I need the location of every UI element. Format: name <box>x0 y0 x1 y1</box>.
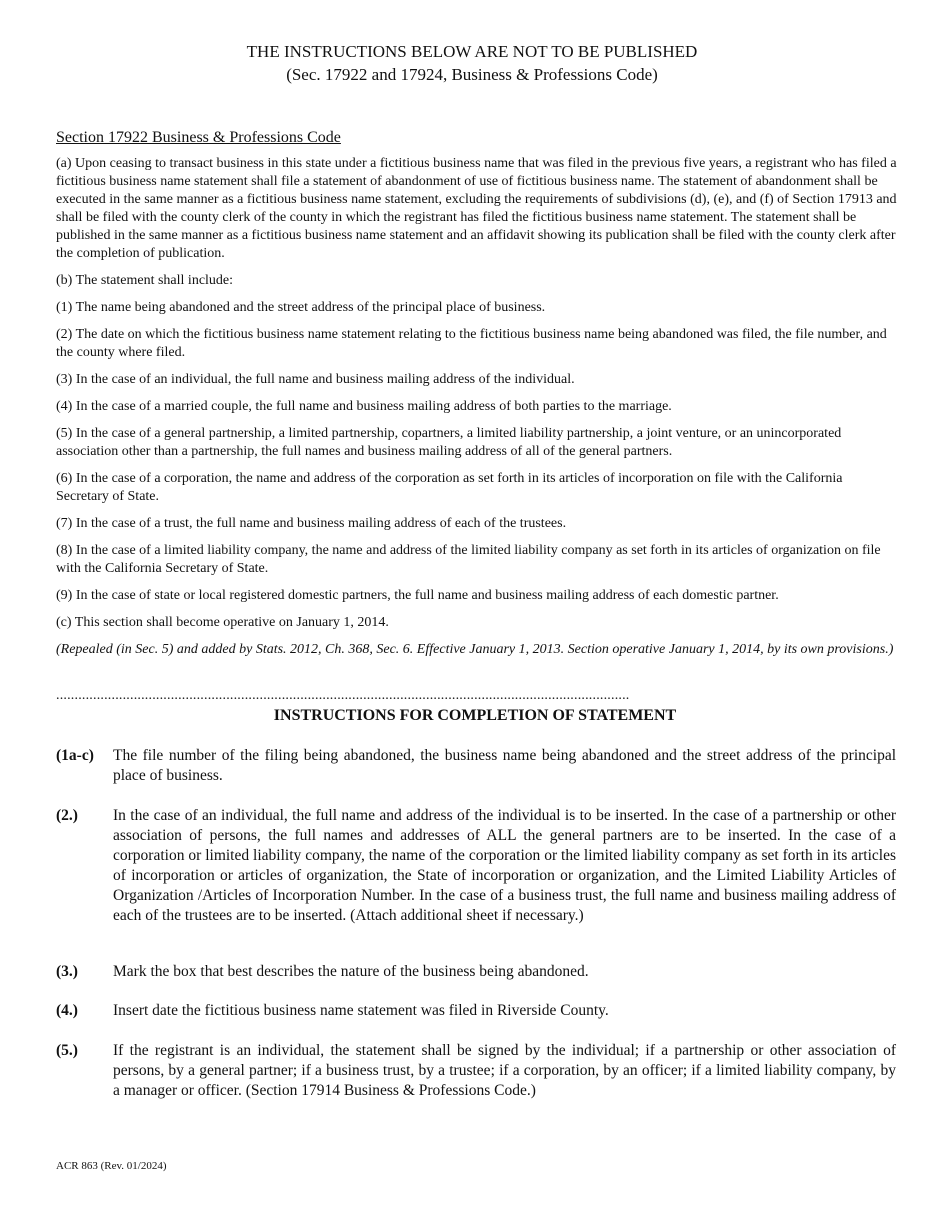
statute-paragraph-4: (4) In the case of a married couple, the full name and business mailing address of both parties to the marriage. <box>56 399 672 414</box>
dotted-divider: ........................................................................................................................................................... <box>56 688 630 703</box>
instruction-text: Insert date the fictitious business name statement was filed in Riverside County. <box>113 1002 609 1019</box>
statute-paragraph-5: (5) In the case of a general partnership, a limited partnership, copartners, a limited liability partnership, a joint venture, or an unincorporated association other than a partnership, the full names and business mailing address of all of the general partners. <box>56 426 842 459</box>
statute-paragraph-3: (3) In the case of an individual, the full name and business mailing address of the individual. <box>56 372 575 387</box>
instruction-item-1a-c <box>56 746 896 786</box>
statute-paragraph-1: (1) The name being abandoned and the street address of the principal place of business. <box>56 300 546 315</box>
instruction-item-2 <box>56 806 896 926</box>
page-header <box>0 40 944 86</box>
instruction-item-3 <box>56 962 896 982</box>
statute-paragraph-c: (c) This section shall become operative on January 1, 2014. <box>56 615 389 630</box>
statute-paragraph-6: (6) In the case of a corporation, the name and address of the corporation as set forth in its articles of incorporation on file with the California Secretary of State. <box>56 471 843 504</box>
form-revision-footer: ACR 863 (Rev. 01/2024) <box>56 1160 167 1172</box>
instruction-text: The file number of the filing being abandoned, the business name being abandoned and the street address of the principal place of business. <box>113 747 896 784</box>
instruction-number: (2.) <box>56 807 78 824</box>
instruction-number: (5.) <box>56 1042 78 1059</box>
instruction-item-5 <box>56 1041 896 1101</box>
instructions-title: INSTRUCTIONS FOR COMPLETION OF STATEMENT <box>273 707 677 724</box>
instruction-text: In the case of an individual, the full name and address of the individual is to be inserted. In the case of a partnership or other association of persons, the full names and addresses of ALL the general partners are to be inserted. In the case of a corporation or limited liability company, the name of the corporation or the limited liability company as set forth in its articles of incorporation or articles of organization, the State of incorporation or organization, and the Limited Liability Articles of Organization /Articles of Incorporation Number. In the case of a business trust, the full name and business mailing address of each of the trustees are to be inserted. (Attach additional sheet if necessary.) <box>113 807 896 924</box>
section-title: Section 17922 Business & Professions Code <box>56 129 341 146</box>
instruction-number: (1a-c) <box>56 747 94 764</box>
instruction-number: (3.) <box>56 963 78 980</box>
instruction-number: (4.) <box>56 1002 78 1019</box>
instruction-text: If the registrant is an individual, the statement shall be signed by the individual; if a partnership or other association of persons, by a general partner; if a business trust, by a trustee; if a corporation, by an officer; if a limited liability company, by a manager or officer. (Section 17914 Business & Professions Code.) <box>113 1042 896 1099</box>
instruction-text: Mark the box that best describes the nature of the business being abandoned. <box>113 963 589 980</box>
statute-paragraph-2: (2) The date on which the fictitious business name statement relating to the fictitious business name being abandoned was filed, the file number, and the county where filed. <box>56 327 887 360</box>
statute-paragraph-a: (a) Upon ceasing to transact business in this state under a fictitious business name that was filed in the previous five years, a registrant who has filed a fictitious business name statement shall file a statement of abandonment of use of fictitious business name. The statement of abandonment shall be executed in the same manner as a fictitious business name statement, excluding the requirements of subdivisions (d), (e), and (f) of Section 17913 and shall be filed with the county clerk of the county in which the registrant has filed the fictitious business name statement. The statement shall be published in the same manner as a fictitious business name statement and an affidavit showing its publication shall be filed with the county clerk after the completion of publication. <box>56 156 897 261</box>
statute-paragraph-9: (9) In the case of state or local registered domestic partners, the full name and business mailing address of each domestic partner. <box>56 588 779 603</box>
statute-paragraph-7: (7) In the case of a trust, the full name and business mailing address of each of the trustees. <box>56 516 567 531</box>
statute-paragraph-8: (8) In the case of a limited liability company, the name and address of the limited liability company as set forth in its articles of organization on file with the California Secretary of State. <box>56 543 881 576</box>
instruction-item-4 <box>56 1001 896 1021</box>
statute-paragraph-b: (b) The statement shall include: <box>56 273 234 288</box>
header-line-2: (Sec. 17922 and 17924, Business & Professions Code) <box>286 65 658 84</box>
statute-section <box>56 128 898 668</box>
statute-note: (Repealed (in Sec. 5) and added by Stats. 2012, Ch. 368, Sec. 6. Effective January 1, 2013. Section operative January 1, 2014, by its own provisions.) <box>56 642 894 657</box>
header-line-1: THE INSTRUCTIONS BELOW ARE NOT TO BE PUBLISHED <box>246 42 698 61</box>
